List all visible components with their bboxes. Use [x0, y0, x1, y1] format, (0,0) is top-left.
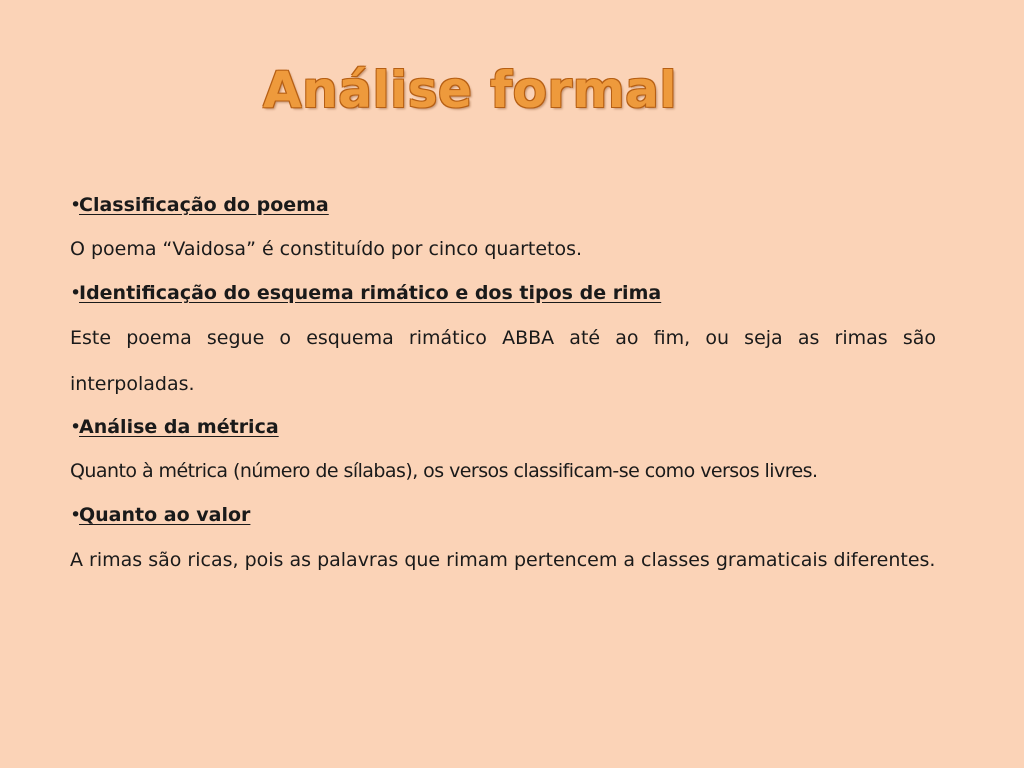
section-heading-text: Identificação do esquema rimático e dos tipos de rima: [79, 282, 662, 304]
slide-title: Análise formal: [262, 61, 678, 119]
section-text-classificacao: O poema “Vaidosa” é constituído por cinco quartetos.: [70, 238, 583, 260]
section-heading-text: Quanto ao valor: [79, 504, 251, 526]
bullet-icon: •: [70, 504, 82, 526]
bullet-icon: •: [70, 282, 82, 304]
slide-body: [70, 183, 936, 627]
section-heading-esquema-rimatico: [70, 271, 936, 315]
section-text-valor: A rimas são ricas, pois as palavras que rimam pertencem a classes gramaticais diferentes.: [70, 549, 936, 571]
section-heading-text: Classificação do poema: [79, 194, 329, 216]
bullet-icon: •: [70, 416, 82, 438]
section-heading-classificacao: [70, 183, 936, 227]
section-heading-valor: [70, 493, 936, 537]
bullet-icon: •: [70, 194, 82, 216]
section-heading-metrica: [70, 405, 936, 449]
section-heading-text: Análise da métrica: [79, 416, 279, 438]
section-text-esquema-rimatico: Este poema segue o esquema rimático ABBA até ao fim, ou seja as rimas são interpoladas.: [70, 327, 936, 395]
section-text-metrica: Quanto à métrica (número de sílabas), os versos classificam-se como versos livres.: [70, 460, 818, 482]
